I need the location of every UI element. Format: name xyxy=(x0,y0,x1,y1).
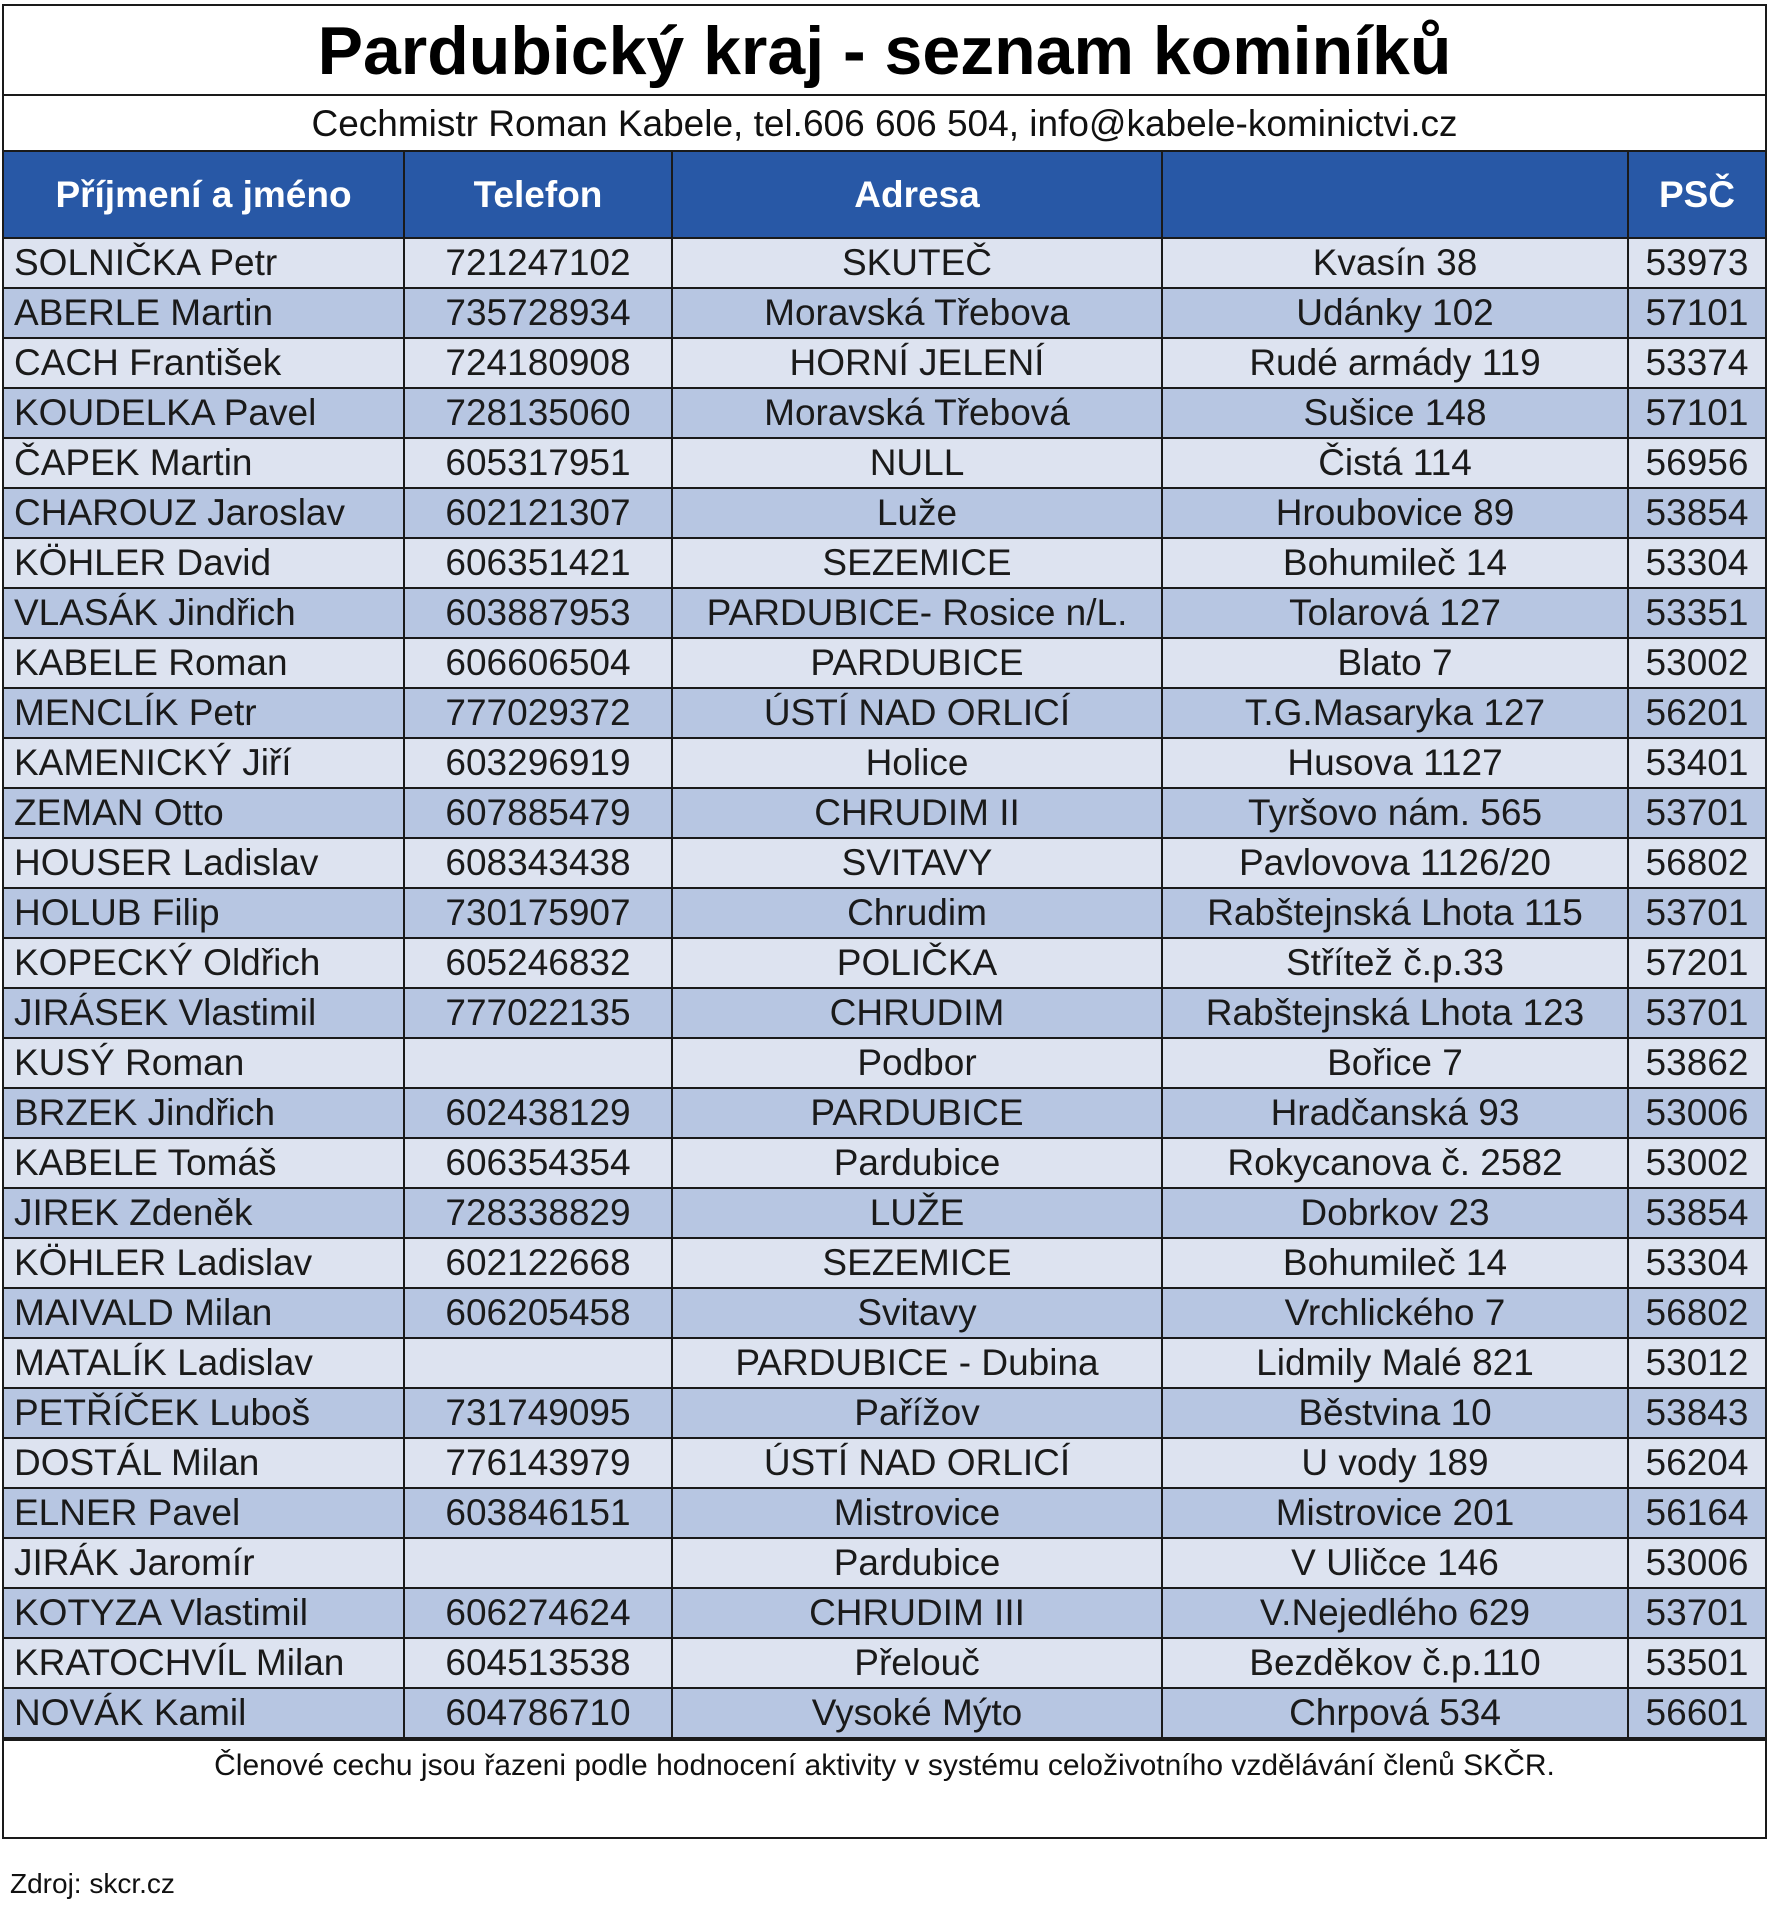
cell-name: PETŘÍČEK Luboš xyxy=(4,1388,404,1438)
cell-psc: 53973 xyxy=(1628,238,1765,288)
column-header-name: Příjmení a jméno xyxy=(4,152,404,238)
cell-name: KÖHLER David xyxy=(4,538,404,588)
cell-address: Bořice 7 xyxy=(1162,1038,1628,1088)
cell-address: Bohumileč 14 xyxy=(1162,1238,1628,1288)
cell-psc: 56802 xyxy=(1628,1288,1765,1338)
cell-city: Mistrovice xyxy=(672,1488,1162,1538)
cell-psc: 57101 xyxy=(1628,288,1765,338)
cell-address: Vrchlického 7 xyxy=(1162,1288,1628,1338)
cell-name: KÖHLER Ladislav xyxy=(4,1238,404,1288)
cell-city: SVITAVY xyxy=(672,838,1162,888)
cell-name: JIRÁSEK Vlastimil xyxy=(4,988,404,1038)
table-row xyxy=(4,538,1765,588)
cell-city: PARDUBICE - Dubina xyxy=(672,1338,1162,1388)
cell-psc: 56802 xyxy=(1628,838,1765,888)
cell-psc: 53843 xyxy=(1628,1388,1765,1438)
cell-address: Rabštejnská Lhota 123 xyxy=(1162,988,1628,1038)
cell-address: Hradčanská 93 xyxy=(1162,1088,1628,1138)
cell-phone xyxy=(404,1338,672,1388)
cell-address: Bohumileč 14 xyxy=(1162,538,1628,588)
cell-psc: 53304 xyxy=(1628,538,1765,588)
cell-psc: 56204 xyxy=(1628,1438,1765,1488)
cell-name: JIREK Zdeněk xyxy=(4,1188,404,1238)
cell-city: SKUTEČ xyxy=(672,238,1162,288)
cell-psc: 56956 xyxy=(1628,438,1765,488)
table-row xyxy=(4,1488,1765,1538)
cell-name: SOLNIČKA Petr xyxy=(4,238,404,288)
cell-psc: 57201 xyxy=(1628,938,1765,988)
cell-psc: 53701 xyxy=(1628,1588,1765,1638)
cell-address: V Uličce 146 xyxy=(1162,1538,1628,1588)
cell-city: SEZEMICE xyxy=(672,1238,1162,1288)
cell-city: Pařížov xyxy=(672,1388,1162,1438)
cell-address: T.G.Masaryka 127 xyxy=(1162,688,1628,738)
source-credit: Zdroj: skcr.cz xyxy=(10,1868,175,1899)
cell-city: Pardubice xyxy=(672,1138,1162,1188)
column-header-psc: PSČ xyxy=(1628,152,1765,238)
cell-city: Vysoké Mýto xyxy=(672,1688,1162,1738)
table-row xyxy=(4,338,1765,388)
cell-name: DOSTÁL Milan xyxy=(4,1438,404,1488)
cell-phone: 735728934 xyxy=(404,288,672,338)
cell-name: JIRÁK Jaromír xyxy=(4,1538,404,1588)
cell-phone: 777022135 xyxy=(404,988,672,1038)
cell-city: CHRUDIM III xyxy=(672,1588,1162,1638)
cell-address: Tyršovo nám. 565 xyxy=(1162,788,1628,838)
cell-phone: 728338829 xyxy=(404,1188,672,1238)
table-row xyxy=(4,488,1765,538)
cell-psc: 53854 xyxy=(1628,488,1765,538)
cell-address: Pavlovova 1126/20 xyxy=(1162,838,1628,888)
cell-name: VLASÁK Jindřich xyxy=(4,588,404,638)
cell-psc: 53374 xyxy=(1628,338,1765,388)
cell-phone: 776143979 xyxy=(404,1438,672,1488)
cell-city: Podbor xyxy=(672,1038,1162,1088)
cell-city: CHRUDIM xyxy=(672,988,1162,1038)
column-header-street xyxy=(1162,152,1628,238)
cell-city: LUŽE xyxy=(672,1188,1162,1238)
cell-name: KABELE Roman xyxy=(4,638,404,688)
table-header-row xyxy=(4,152,1765,238)
cell-city: ÚSTÍ NAD ORLICÍ xyxy=(672,688,1162,738)
cell-psc: 53401 xyxy=(1628,738,1765,788)
cell-name: KRATOCHVÍL Milan xyxy=(4,1638,404,1688)
cell-psc: 57101 xyxy=(1628,388,1765,438)
cell-name: KUSÝ Roman xyxy=(4,1038,404,1088)
cell-name: BRZEK Jindřich xyxy=(4,1088,404,1138)
cell-name: MAIVALD Milan xyxy=(4,1288,404,1338)
cell-phone: 604786710 xyxy=(404,1688,672,1738)
cell-name: MENCLÍK Petr xyxy=(4,688,404,738)
cell-phone: 605246832 xyxy=(404,938,672,988)
cell-phone: 606351421 xyxy=(404,538,672,588)
cell-phone: 603846151 xyxy=(404,1488,672,1538)
cell-psc: 56201 xyxy=(1628,688,1765,738)
cell-psc: 53701 xyxy=(1628,988,1765,1038)
cell-name: KAMENICKÝ Jiří xyxy=(4,738,404,788)
column-header-address: Adresa xyxy=(672,152,1162,238)
cell-address: V.Nejedlého 629 xyxy=(1162,1588,1628,1638)
page-title: Pardubický kraj - seznam kominíků xyxy=(4,6,1765,96)
cell-phone: 603887953 xyxy=(404,588,672,638)
table-row xyxy=(4,1238,1765,1288)
cell-city: POLIČKA xyxy=(672,938,1162,988)
cell-phone: 731749095 xyxy=(404,1388,672,1438)
cell-psc: 53012 xyxy=(1628,1338,1765,1388)
cell-city: PARDUBICE xyxy=(672,638,1162,688)
table-row xyxy=(4,388,1765,438)
cell-city: CHRUDIM II xyxy=(672,788,1162,838)
cell-address: Rokycanova č. 2582 xyxy=(1162,1138,1628,1188)
cell-phone: 730175907 xyxy=(404,888,672,938)
cell-address: Udánky 102 xyxy=(1162,288,1628,338)
cell-name: KABELE Tomáš xyxy=(4,1138,404,1188)
cell-address: Střítež č.p.33 xyxy=(1162,938,1628,988)
cell-address: Tolarová 127 xyxy=(1162,588,1628,638)
cell-city: Svitavy xyxy=(672,1288,1162,1338)
table-row xyxy=(4,688,1765,738)
cell-address: Sušice 148 xyxy=(1162,388,1628,438)
table-row xyxy=(4,1388,1765,1438)
cell-phone xyxy=(404,1538,672,1588)
cell-psc: 53854 xyxy=(1628,1188,1765,1238)
footer-note: Členové cechu jsou řazeni podle hodnocení aktivity v systému celoživotního vzdělávání členů SKČR. xyxy=(4,1739,1765,1789)
table-row xyxy=(4,1638,1765,1688)
cell-city: SEZEMICE xyxy=(672,538,1162,588)
table-row xyxy=(4,938,1765,988)
cell-address: Rudé armády 119 xyxy=(1162,338,1628,388)
sweeps-table xyxy=(4,152,1765,1739)
cell-name: ELNER Pavel xyxy=(4,1488,404,1538)
cell-phone: 724180908 xyxy=(404,338,672,388)
cell-psc: 53006 xyxy=(1628,1538,1765,1588)
cell-address: Hroubovice 89 xyxy=(1162,488,1628,538)
cell-psc: 53002 xyxy=(1628,1138,1765,1188)
cell-name: ČAPEK Martin xyxy=(4,438,404,488)
cell-phone: 602438129 xyxy=(404,1088,672,1138)
cell-city: Moravská Třebová xyxy=(672,388,1162,438)
cell-phone: 602121307 xyxy=(404,488,672,538)
guild-master-contact: Cechmistr Roman Kabele, tel.606 606 504, info@kabele-kominictvi.cz xyxy=(4,96,1765,152)
table-row xyxy=(4,238,1765,288)
cell-name: KOPECKÝ Oldřich xyxy=(4,938,404,988)
cell-psc: 53701 xyxy=(1628,888,1765,938)
cell-address: Husova 1127 xyxy=(1162,738,1628,788)
cell-phone: 777029372 xyxy=(404,688,672,738)
cell-phone xyxy=(404,1038,672,1088)
cell-name: NOVÁK Kamil xyxy=(4,1688,404,1738)
table-row xyxy=(4,838,1765,888)
table-row xyxy=(4,1088,1765,1138)
cell-city: Pardubice xyxy=(672,1538,1162,1588)
cell-address: Lidmily Malé 821 xyxy=(1162,1338,1628,1388)
table-row xyxy=(4,988,1765,1038)
table-row xyxy=(4,1038,1765,1088)
cell-address: Dobrkov 23 xyxy=(1162,1188,1628,1238)
cell-name: CHAROUZ Jaroslav xyxy=(4,488,404,538)
cell-phone: 605317951 xyxy=(404,438,672,488)
cell-address: Rabštejnská Lhota 115 xyxy=(1162,888,1628,938)
table-row xyxy=(4,888,1765,938)
table-row xyxy=(4,1438,1765,1488)
cell-phone: 602122668 xyxy=(404,1238,672,1288)
cell-psc: 53501 xyxy=(1628,1638,1765,1688)
table-row xyxy=(4,1588,1765,1638)
chimney-sweeps-sheet xyxy=(2,4,1767,1839)
cell-name: CACH František xyxy=(4,338,404,388)
cell-psc: 53304 xyxy=(1628,1238,1765,1288)
cell-name: KOUDELKA Pavel xyxy=(4,388,404,438)
cell-psc: 53006 xyxy=(1628,1088,1765,1138)
cell-address: Kvasín 38 xyxy=(1162,238,1628,288)
cell-phone: 606606504 xyxy=(404,638,672,688)
cell-phone: 603296919 xyxy=(404,738,672,788)
cell-address: Blato 7 xyxy=(1162,638,1628,688)
cell-psc: 53002 xyxy=(1628,638,1765,688)
cell-address: Mistrovice 201 xyxy=(1162,1488,1628,1538)
cell-phone: 604513538 xyxy=(404,1638,672,1688)
table-row xyxy=(4,1288,1765,1338)
table-row xyxy=(4,1338,1765,1388)
cell-city: Přelouč xyxy=(672,1638,1162,1688)
cell-name: HOLUB Filip xyxy=(4,888,404,938)
cell-phone: 608343438 xyxy=(404,838,672,888)
table-row xyxy=(4,588,1765,638)
cell-city: ÚSTÍ NAD ORLICÍ xyxy=(672,1438,1162,1488)
cell-address: U vody 189 xyxy=(1162,1438,1628,1488)
table-row xyxy=(4,788,1765,838)
cell-city: Luže xyxy=(672,488,1162,538)
cell-psc: 53862 xyxy=(1628,1038,1765,1088)
cell-address: Čistá 114 xyxy=(1162,438,1628,488)
cell-phone: 606274624 xyxy=(404,1588,672,1638)
table-row xyxy=(4,288,1765,338)
cell-city: PARDUBICE xyxy=(672,1088,1162,1138)
cell-address: Chrpová 534 xyxy=(1162,1688,1628,1738)
cell-name: KOTYZA Vlastimil xyxy=(4,1588,404,1638)
cell-city: PARDUBICE- Rosice n/L. xyxy=(672,588,1162,638)
table-row xyxy=(4,638,1765,688)
column-header-phone: Telefon xyxy=(404,152,672,238)
cell-name: MATALÍK Ladislav xyxy=(4,1338,404,1388)
table-row xyxy=(4,1188,1765,1238)
cell-phone: 606354354 xyxy=(404,1138,672,1188)
cell-name: ABERLE Martin xyxy=(4,288,404,338)
cell-psc: 53351 xyxy=(1628,588,1765,638)
cell-psc: 56601 xyxy=(1628,1688,1765,1738)
table-row xyxy=(4,1138,1765,1188)
cell-address: Běstvina 10 xyxy=(1162,1388,1628,1438)
cell-phone: 607885479 xyxy=(404,788,672,838)
table-row xyxy=(4,1538,1765,1588)
table-row xyxy=(4,738,1765,788)
table-row xyxy=(4,438,1765,488)
cell-city: HORNÍ JELENÍ xyxy=(672,338,1162,388)
cell-phone: 721247102 xyxy=(404,238,672,288)
table-row xyxy=(4,1688,1765,1738)
cell-psc: 53701 xyxy=(1628,788,1765,838)
cell-psc: 56164 xyxy=(1628,1488,1765,1538)
cell-phone: 606205458 xyxy=(404,1288,672,1338)
cell-city: NULL xyxy=(672,438,1162,488)
cell-name: ZEMAN Otto xyxy=(4,788,404,838)
cell-city: Holice xyxy=(672,738,1162,788)
cell-name: HOUSER Ladislav xyxy=(4,838,404,888)
cell-city: Moravská Třebova xyxy=(672,288,1162,338)
cell-phone: 728135060 xyxy=(404,388,672,438)
cell-city: Chrudim xyxy=(672,888,1162,938)
cell-address: Bezděkov č.p.110 xyxy=(1162,1638,1628,1688)
